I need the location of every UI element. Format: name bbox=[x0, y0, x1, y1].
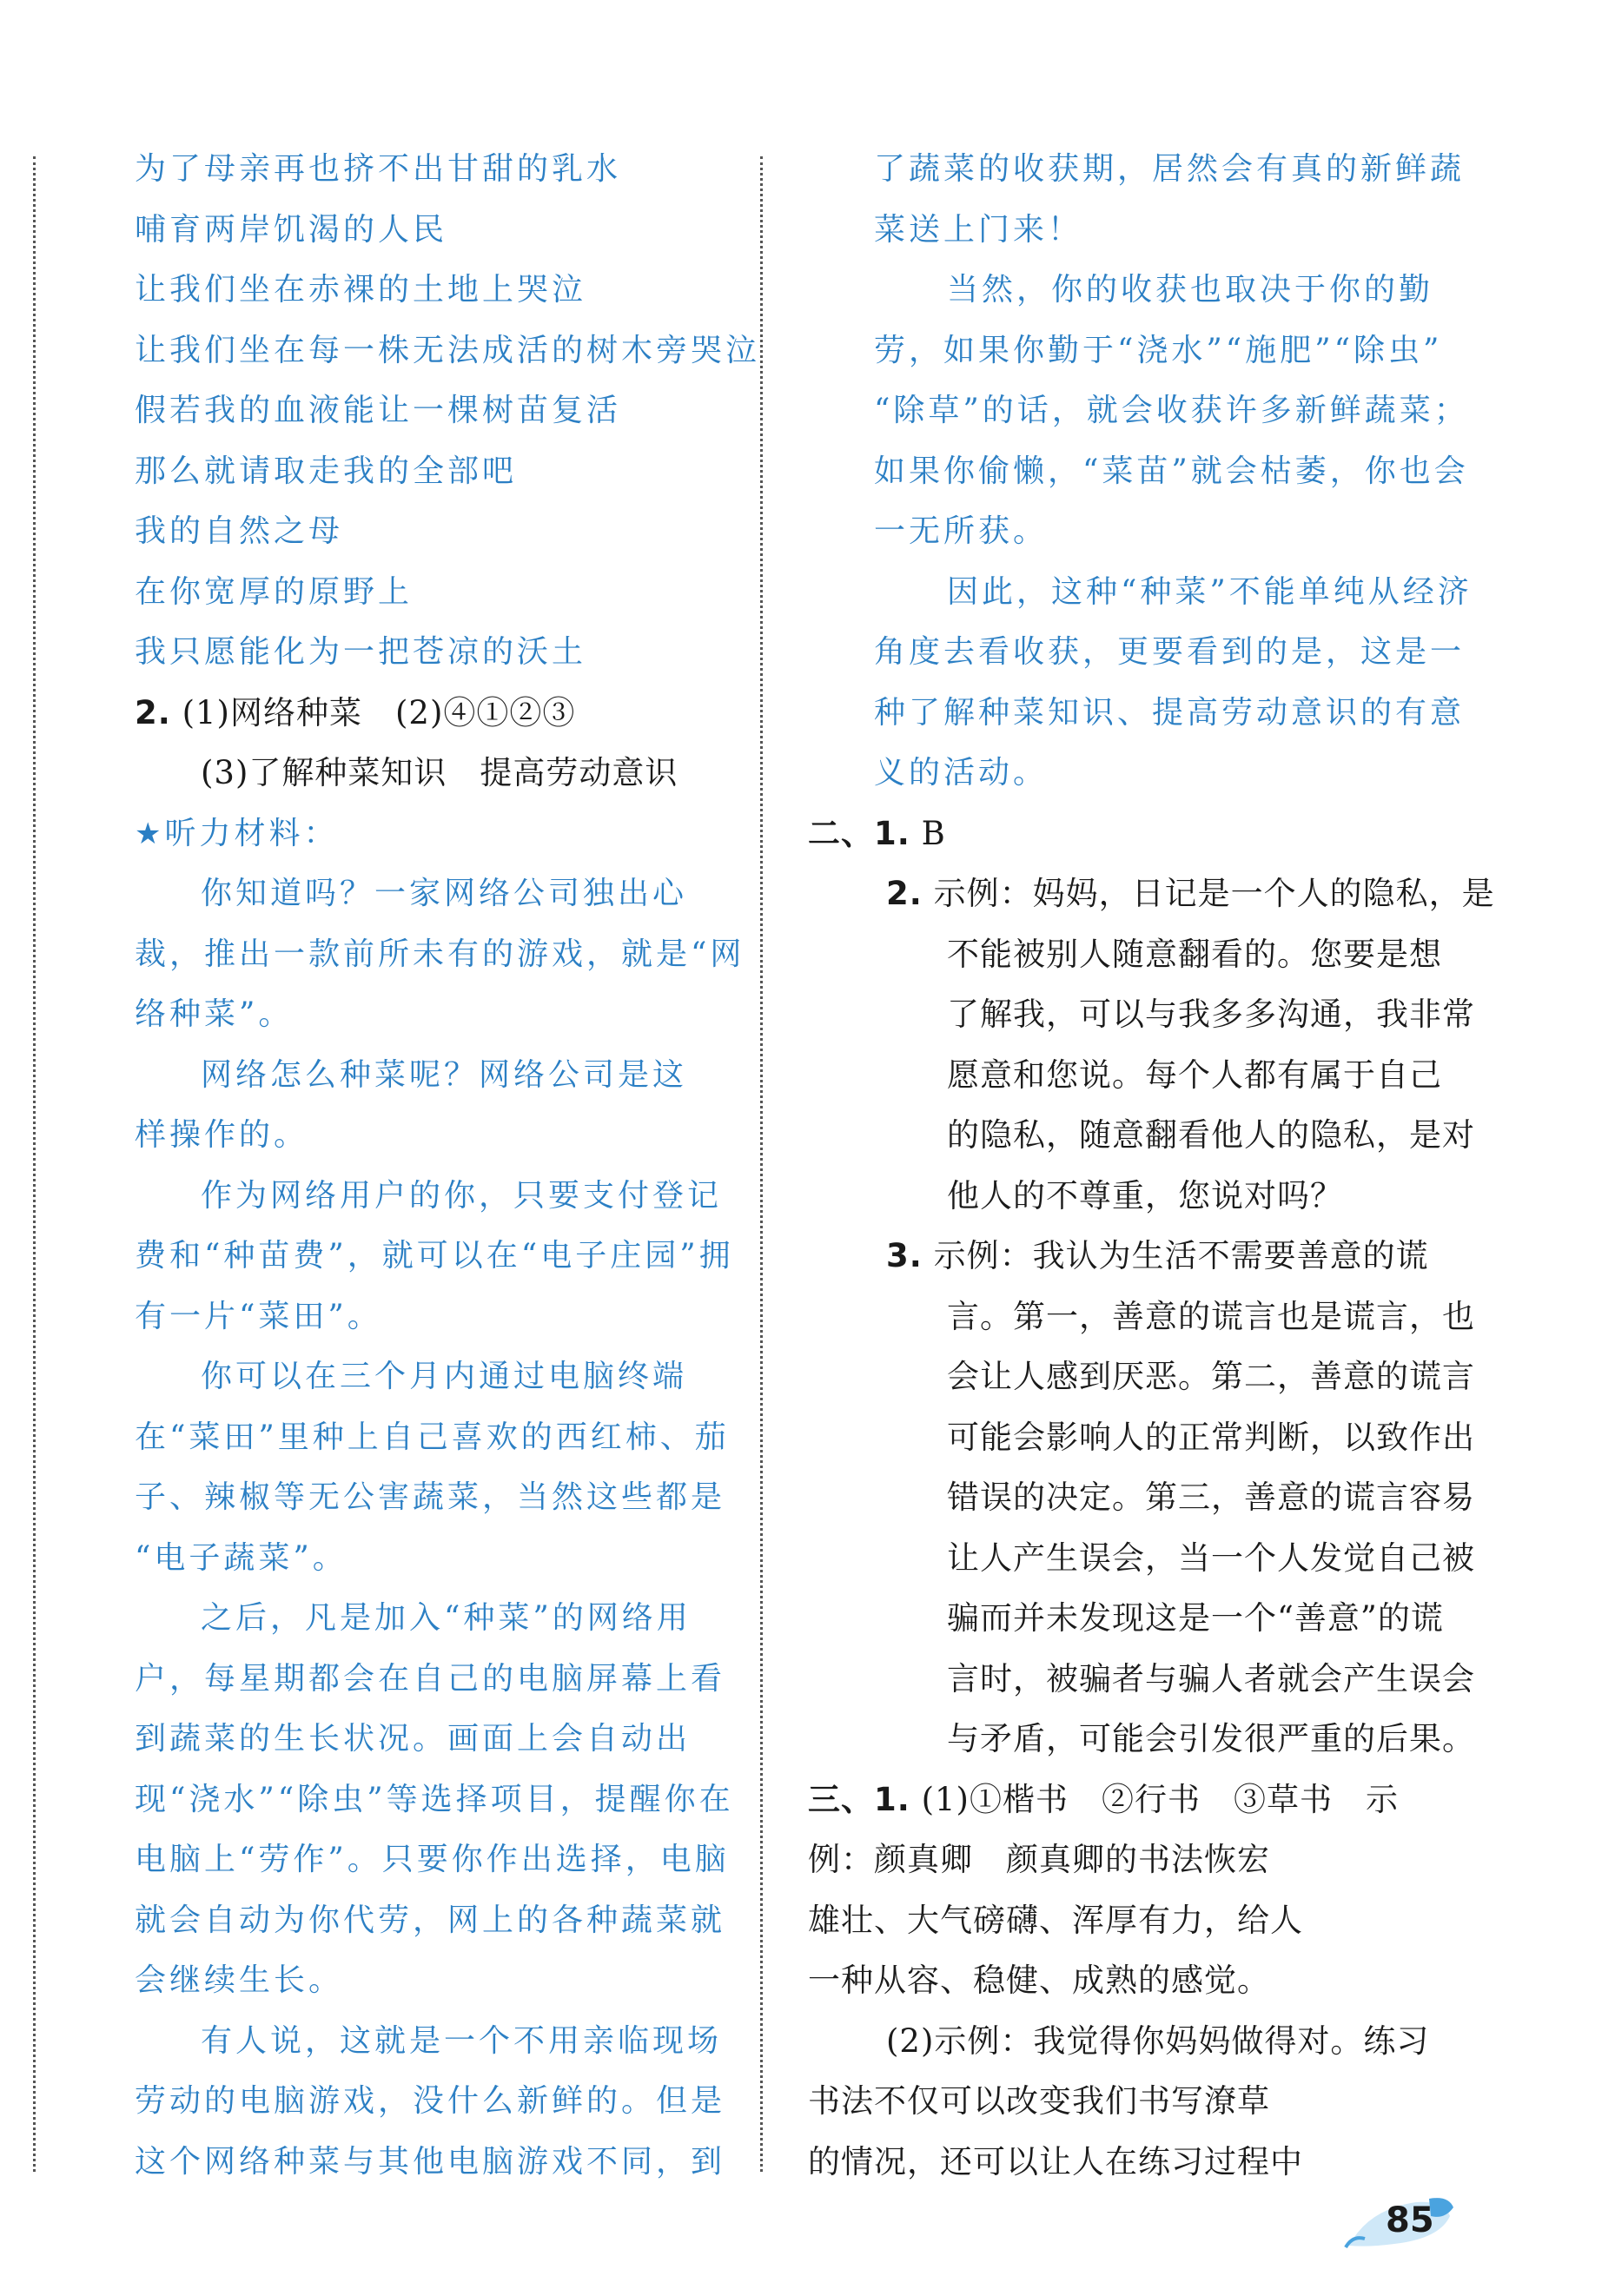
line-text: 愿意和您说。每个人都有属于自己 bbox=[947, 1055, 1442, 1094]
line-text: 他人的不尊重，您说对吗？ bbox=[947, 1176, 1343, 1214]
text-line bbox=[808, 984, 1477, 1045]
line-text: 示例：妈妈，日记是一个人的隐私，是 bbox=[933, 875, 1495, 912]
line-text: 有一片“菜田”。 bbox=[135, 1298, 382, 1334]
line-text: 了蔬菜的收获期，居然会有真的新鲜蔬 bbox=[874, 151, 1466, 187]
text-line bbox=[135, 1649, 730, 1710]
line-text: 有人说，这就是一个不用亲临现场 bbox=[201, 2022, 723, 2059]
text-line bbox=[808, 1045, 1477, 1106]
text-line bbox=[135, 1588, 730, 1649]
line-text: 到蔬菜的生长状况。画面上会自动出 bbox=[135, 1721, 692, 1757]
line-text: 裁，推出一款前所未有的游戏，就是“网 bbox=[135, 936, 745, 972]
line-text: 因此，这种“种菜”不能单纯从经济 bbox=[947, 573, 1473, 610]
text-line bbox=[808, 200, 1477, 261]
line-text: 这个网络种菜与其他电脑游戏不同，到 bbox=[135, 2143, 726, 2180]
question-number: 2. bbox=[886, 875, 923, 912]
question-number: 1. bbox=[874, 1780, 910, 1818]
line-text: 假若我的血液能让一棵树苗复活 bbox=[135, 393, 622, 428]
line-text: 你可以在三个月内通过电脑终端 bbox=[201, 1359, 688, 1394]
section-number: 二、 bbox=[808, 813, 874, 852]
text-line bbox=[135, 863, 730, 924]
line-text: 作为网络用户的你，只要支付登记 bbox=[201, 1177, 723, 1214]
text-line bbox=[135, 1287, 730, 1347]
line-text: 会继续生长。 bbox=[135, 1962, 344, 1998]
line-text: (1)网络种菜 (2)④①②③ bbox=[182, 693, 576, 731]
text-line bbox=[135, 804, 730, 864]
text-line bbox=[808, 260, 1477, 321]
line-text: 种了解种菜知识、提高劳动意识的有意 bbox=[874, 694, 1466, 731]
text-line bbox=[808, 1588, 1477, 1649]
line-text: 例：颜真卿 颜真卿的书法恢宏 bbox=[808, 1841, 1270, 1878]
text-line bbox=[808, 380, 1477, 441]
question-number: 1. bbox=[874, 814, 910, 852]
text-line bbox=[808, 1347, 1477, 1407]
text-line bbox=[135, 743, 730, 804]
line-text: B bbox=[921, 814, 946, 852]
line-text: (3)了解种菜知识 提高劳动意识 bbox=[201, 754, 678, 791]
text-line bbox=[135, 1890, 730, 1951]
text-line bbox=[135, 139, 730, 200]
line-text: 络种菜”。 bbox=[135, 996, 294, 1032]
text-line bbox=[135, 1467, 730, 1528]
line-text: 让我们坐在每一株无法成活的树木旁哭泣 bbox=[135, 332, 761, 368]
line-text: 言时，被骗者与骗人者就会产生误会 bbox=[947, 1659, 1475, 1697]
text-line bbox=[808, 441, 1477, 502]
text-line bbox=[135, 2011, 730, 2072]
text-line bbox=[135, 1950, 730, 2011]
line-text: 户，每星期都会在自己的电脑屏幕上看 bbox=[135, 1660, 726, 1697]
line-text: 哺育两岸饥渴的人民 bbox=[135, 211, 448, 248]
line-text: 示例：我认为生活不需要善意的谎 bbox=[933, 1237, 1429, 1274]
text-line bbox=[135, 924, 745, 985]
line-text: 听力材料： bbox=[164, 815, 339, 851]
line-text: 雄壮、大气磅礴、浑厚有力，给人 bbox=[808, 1901, 1303, 1939]
text-line bbox=[135, 321, 761, 381]
question-number: 3. bbox=[886, 1237, 923, 1274]
line-text: 你知道吗？一家网络公司独出心 bbox=[201, 876, 688, 911]
text-line bbox=[808, 1528, 1477, 1589]
line-text: 会让人感到厌恶。第二，善意的谎言 bbox=[947, 1358, 1475, 1395]
text-line bbox=[135, 1045, 730, 1106]
line-text: 网络怎么种菜呢？网络公司是这 bbox=[201, 1056, 688, 1093]
text-line bbox=[808, 1649, 1477, 1710]
line-text: 角度去看收获，更要看到的是，这是一 bbox=[874, 634, 1466, 670]
column-divider bbox=[760, 156, 763, 2172]
line-text: 可能会影响人的正常判断，以致作出 bbox=[947, 1418, 1475, 1456]
text-line bbox=[808, 622, 1477, 683]
line-text: 就会自动为你代劳，网上的各种蔬菜就 bbox=[135, 1902, 726, 1938]
line-text: 劳，如果你勤于“浇水”“施肥”“除虫” bbox=[874, 332, 1443, 368]
text-line bbox=[808, 683, 1477, 744]
section-number: 三、 bbox=[808, 1779, 874, 1818]
text-line bbox=[808, 2011, 1477, 2072]
text-line bbox=[808, 924, 1477, 985]
line-text: 菜送上门来！ bbox=[874, 211, 1083, 248]
right-column bbox=[808, 139, 1495, 2192]
text-line bbox=[135, 260, 730, 321]
text-line bbox=[808, 1770, 1477, 1830]
text-line bbox=[135, 1226, 734, 1287]
text-line bbox=[135, 1105, 730, 1166]
line-text: “电子蔬菜”。 bbox=[135, 1539, 347, 1576]
line-text: 不能被别人随意翻看的。您要是想 bbox=[947, 935, 1442, 973]
text-line bbox=[135, 622, 730, 683]
line-text: 了解我，可以与我多多沟通，我非常 bbox=[947, 996, 1475, 1033]
text-line bbox=[808, 1709, 1477, 1770]
page-number: 85 bbox=[1386, 2200, 1434, 2240]
text-line bbox=[808, 1166, 1477, 1227]
line-text: 的隐私，随意翻看他人的隐私，是对 bbox=[947, 1116, 1475, 1154]
line-text: 书法不仅可以改变我们书写潦草 bbox=[808, 2082, 1270, 2120]
left-column bbox=[135, 139, 761, 2192]
line-text: 之后，凡是加入“种菜”的网络用 bbox=[201, 1600, 692, 1636]
line-text: 费和“种苗费”，就可以在“电子庄园”拥 bbox=[135, 1238, 734, 1274]
text-line bbox=[808, 501, 1477, 562]
line-text: 我的自然之母 bbox=[135, 513, 344, 549]
line-text: 骗而并未发现这是一个“善意”的谎 bbox=[947, 1599, 1444, 1637]
page-number-badge bbox=[1342, 2193, 1455, 2254]
line-text: 一无所获。 bbox=[874, 513, 1049, 549]
text-line bbox=[808, 139, 1477, 200]
text-line bbox=[135, 1770, 734, 1830]
text-line bbox=[808, 1830, 1477, 1890]
line-text: 样操作的。 bbox=[135, 1117, 309, 1153]
line-text: 电脑上“劳作”。只要你作出选择，电脑 bbox=[135, 1842, 730, 1877]
text-line bbox=[135, 683, 730, 744]
line-text: 那么就请取走我的全部吧 bbox=[135, 453, 518, 489]
text-line bbox=[135, 1347, 730, 1407]
line-text: 让人产生误会，当一个人发觉自己被 bbox=[947, 1538, 1475, 1577]
text-line bbox=[135, 2132, 730, 2193]
line-text: 劳动的电脑游戏，没什么新鲜的。但是 bbox=[135, 2083, 726, 2119]
text-line bbox=[808, 321, 1477, 381]
text-line bbox=[135, 1830, 730, 1890]
text-line bbox=[135, 441, 730, 502]
line-text: 我只愿能化为一把苍凉的沃土 bbox=[135, 634, 587, 670]
line-text: (2)示例：我觉得你妈妈做得对。练习 bbox=[886, 2021, 1430, 2060]
question-number: 2. bbox=[135, 693, 171, 731]
line-text: “除草”的话，就会收获许多新鲜蔬菜； bbox=[874, 393, 1469, 428]
line-text: 错误的决定。第三，善意的谎言容易 bbox=[947, 1479, 1475, 1516]
text-line bbox=[135, 1528, 730, 1589]
line-text: 与矛盾，可能会引发很严重的后果。 bbox=[947, 1720, 1475, 1757]
text-line bbox=[135, 2071, 730, 2132]
text-line bbox=[808, 1105, 1477, 1166]
line-text: 现“浇水”“除虫”等选择项目，提醒你在 bbox=[135, 1781, 734, 1817]
left-margin-divider bbox=[33, 156, 36, 2172]
text-line bbox=[135, 1166, 730, 1227]
text-line bbox=[808, 562, 1477, 623]
text-line bbox=[135, 1709, 730, 1770]
text-line bbox=[135, 501, 730, 562]
line-text: (1)①楷书 ②行书 ③草书 示 bbox=[921, 1780, 1399, 1818]
text-line bbox=[808, 2071, 1477, 2132]
text-line bbox=[135, 380, 730, 441]
line-text: 在“菜田”里种上自己喜欢的西红柿、茄 bbox=[135, 1419, 730, 1455]
text-line bbox=[135, 1407, 730, 1468]
text-line bbox=[808, 1950, 1477, 2011]
text-line bbox=[808, 2132, 1477, 2193]
text-line bbox=[808, 1287, 1477, 1347]
text-line bbox=[135, 562, 730, 623]
line-text: 为了母亲再也挤不出甘甜的乳水 bbox=[135, 151, 622, 187]
star-icon: ★ bbox=[135, 816, 165, 851]
line-text: 如果你偷懒，“菜苗”就会枯萎，你也会 bbox=[874, 453, 1469, 489]
line-text: 言。第一，善意的谎言也是谎言，也 bbox=[947, 1297, 1475, 1335]
line-text: 当然，你的收获也取决于你的勤 bbox=[947, 272, 1434, 308]
text-line bbox=[808, 863, 1495, 924]
line-text: 在你宽厚的原野上 bbox=[135, 573, 414, 610]
line-text: 让我们坐在赤裸的土地上哭泣 bbox=[135, 272, 587, 308]
text-line bbox=[808, 1407, 1477, 1468]
text-line bbox=[808, 804, 1477, 864]
text-line bbox=[808, 1467, 1477, 1528]
text-line bbox=[808, 743, 1477, 804]
text-line bbox=[808, 1226, 1477, 1287]
line-text: 一种从容、稳健、成熟的感觉。 bbox=[808, 1962, 1270, 1999]
line-text: 子、辣椒等无公害蔬菜，当然这些都是 bbox=[135, 1479, 726, 1515]
text-line bbox=[135, 200, 730, 261]
line-text: 的情况，还可以让人在练习过程中 bbox=[808, 2142, 1303, 2180]
text-line bbox=[808, 1890, 1477, 1951]
text-line bbox=[135, 984, 730, 1045]
line-text: 义的活动。 bbox=[874, 755, 1049, 791]
